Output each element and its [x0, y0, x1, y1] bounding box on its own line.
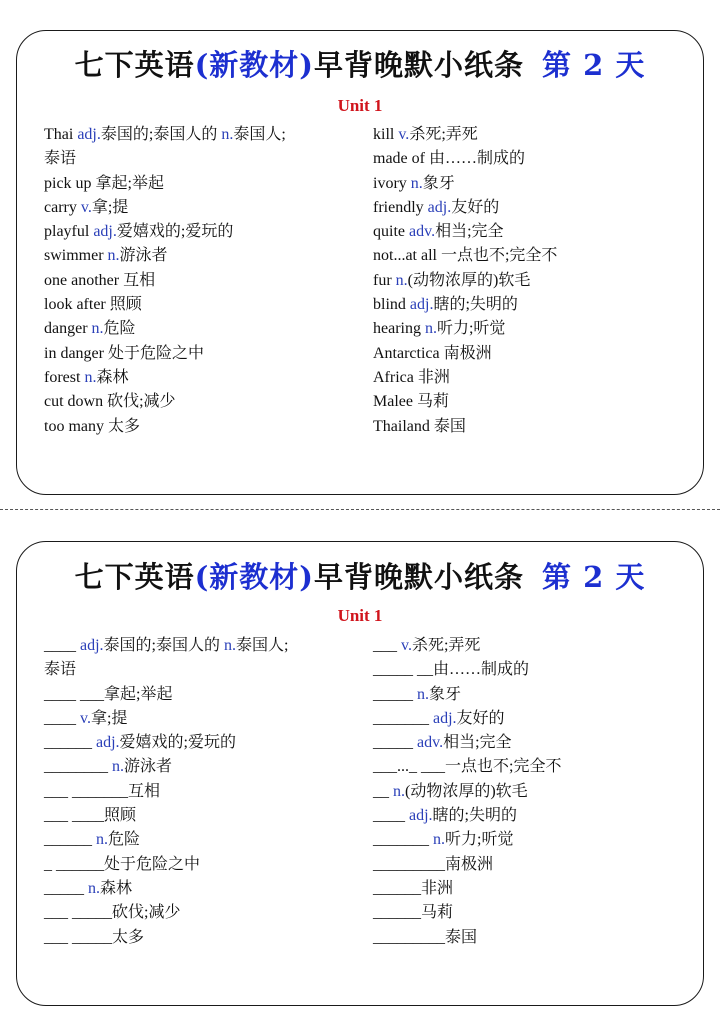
part-of-speech: adv.	[417, 734, 444, 752]
entry-text: 相当;完全	[443, 734, 512, 752]
vocab-entry	[373, 317, 693, 341]
part-of-speech: n.	[107, 247, 120, 265]
vocab-entry	[373, 123, 693, 147]
part-of-speech: n.	[221, 126, 234, 143]
entry-text: 泰国人;	[236, 637, 289, 654]
vocab-entry	[44, 123, 364, 147]
entry-text: carry	[44, 198, 81, 216]
entry-text: cut down 砍伐;减少	[44, 393, 176, 411]
entry-text: 泰语	[44, 661, 77, 679]
part-of-speech: n.	[224, 637, 236, 654]
entry-text: 泰国的;泰国人的	[103, 637, 224, 654]
entry-text: ____ ___拿起;举起	[44, 685, 173, 703]
entry-text: (动物浓厚的)软毛	[405, 782, 528, 800]
entry-text: hearing	[373, 320, 425, 338]
vocab-entry	[373, 366, 693, 390]
entry-text: 友好的	[451, 198, 500, 216]
part-of-speech: v.	[398, 126, 410, 143]
entry-text: 瞎的;失明的	[433, 296, 518, 314]
vocab-entry	[373, 196, 693, 220]
vocab-entry	[373, 658, 693, 682]
entry-text: ivory	[373, 174, 411, 192]
part-of-speech: n.	[433, 831, 445, 849]
entry-text: look after 照顾	[44, 296, 142, 314]
entry-text: pick up 拿起;举起	[44, 174, 164, 192]
title-main: 七下英语	[74, 48, 195, 82]
part-of-speech: adj.	[80, 637, 104, 654]
entry-text: _____	[373, 685, 417, 703]
entry-text: _________泰国	[373, 928, 478, 946]
title-paren: (新教材)	[194, 48, 315, 82]
entry-text: too many 太多	[44, 417, 140, 435]
entry-text: quite	[373, 223, 409, 241]
blank-column-left	[44, 634, 364, 950]
vocab-entry	[44, 293, 364, 317]
part-of-speech: adj.	[93, 223, 117, 241]
entry-text: _____	[373, 734, 417, 752]
part-of-speech: adj.	[77, 126, 101, 143]
entry-text: 象牙	[422, 174, 455, 192]
entry-text: _ ______处于危险之中	[44, 855, 201, 873]
entry-text: 拿;提	[90, 709, 128, 727]
entry-text: _______	[373, 831, 433, 849]
entry-text: ______马莉	[373, 904, 454, 922]
vocab-entry	[44, 390, 364, 414]
entry-text: 听力;听觉	[436, 320, 506, 338]
vocab-entry	[44, 780, 364, 804]
entry-text: ____	[373, 807, 409, 825]
vocab-entry	[44, 634, 364, 658]
entry-text: Thai	[44, 126, 78, 143]
entry-text: Antarctica 南极洲	[373, 344, 492, 362]
entry-text: playful	[44, 223, 94, 241]
entry-text: friendly	[373, 198, 428, 216]
entry-text: ___..._ ___一点也不;完全不	[373, 758, 562, 776]
title-paren: (新教材)	[194, 560, 315, 594]
part-of-speech: adj.	[96, 734, 120, 752]
entry-text: Malee 马莉	[373, 393, 449, 411]
entry-text: fur	[373, 271, 396, 289]
entry-text: 危险	[103, 320, 136, 338]
entry-text: 游泳者	[119, 247, 168, 265]
vocab-column-right	[373, 123, 693, 439]
entry-text: ______非洲	[373, 879, 454, 897]
entry-text: ___	[373, 637, 401, 654]
entry-text: ____	[44, 709, 80, 727]
entry-text: 友好的	[456, 709, 505, 727]
title-rest: 早背晚默小纸条	[314, 560, 525, 594]
card-title	[17, 555, 703, 596]
vocab-entry	[373, 804, 693, 828]
vocab-entry	[373, 731, 693, 755]
title-main: 七下英语	[74, 560, 195, 594]
entry-text: not...at all 一点也不;完全不	[373, 247, 558, 265]
vocab-entry	[44, 755, 364, 779]
vocab-entry	[373, 828, 693, 852]
vocab-entry	[373, 926, 693, 950]
vocab-entry	[44, 415, 364, 439]
unit-label: Unit 1	[337, 606, 383, 625]
entry-text: _____	[44, 879, 88, 897]
vocab-entry	[44, 244, 364, 268]
vocab-entry	[44, 172, 364, 196]
part-of-speech: v.	[80, 198, 92, 216]
title-day: 第 2 天	[542, 48, 646, 82]
entry-text: danger	[44, 320, 92, 338]
entry-text: ________	[44, 758, 112, 776]
part-of-speech: adj.	[427, 198, 452, 216]
entry-text: 森林	[96, 368, 129, 386]
vocab-entry	[44, 269, 364, 293]
entry-text: _________南极洲	[373, 855, 494, 873]
vocab-entry	[373, 269, 693, 293]
part-of-speech: n.	[91, 320, 104, 338]
entry-text: 泰国的;泰国人的	[100, 126, 222, 143]
entry-text: _____ __由……制成的	[373, 661, 530, 679]
entry-text: 危险	[108, 831, 141, 849]
vocab-entry	[44, 196, 364, 220]
entry-text: ___ _____砍伐;减少	[44, 904, 181, 922]
entry-text: 相当;完全	[435, 223, 504, 241]
vocab-column-left	[44, 123, 364, 439]
part-of-speech: adv.	[409, 223, 436, 241]
unit-label: Unit 1	[337, 96, 383, 115]
entry-text: 爱嬉戏的;爱玩的	[119, 734, 236, 752]
blank-column-right	[373, 634, 693, 950]
entry-text: 泰语	[44, 150, 77, 168]
card-title	[17, 43, 703, 84]
entry-text: __	[373, 782, 393, 800]
memo-card-2	[16, 541, 704, 1006]
vocab-entry	[373, 877, 693, 901]
entry-text: 游泳者	[124, 758, 173, 776]
vocab-entry	[44, 731, 364, 755]
entry-text: 泰国人;	[233, 126, 286, 143]
vocab-entry	[44, 901, 364, 925]
vocab-entry	[44, 877, 364, 901]
memo-card-1	[16, 30, 704, 495]
entry-text: ___ _______互相	[44, 782, 161, 800]
part-of-speech: adj.	[409, 296, 434, 314]
entry-text: ______	[44, 734, 96, 752]
vocab-entry	[373, 293, 693, 317]
entry-text: 瞎的;失明的	[432, 807, 517, 825]
entry-text: swimmer	[44, 247, 108, 265]
vocab-entry	[373, 390, 693, 414]
vocab-entry	[373, 853, 693, 877]
title-rest: 早背晚默小纸条	[314, 48, 525, 82]
part-of-speech: n.	[88, 879, 100, 897]
entry-text: (动物浓厚的)软毛	[407, 271, 531, 289]
cut-line	[0, 509, 720, 510]
part-of-speech: n.	[84, 368, 97, 386]
entry-text: 杀死;弄死	[409, 126, 478, 143]
entry-text: forest	[44, 368, 85, 386]
entry-text: 森林	[100, 879, 133, 897]
vocab-entry	[373, 634, 693, 658]
vocab-entry	[44, 683, 364, 707]
part-of-speech: n.	[424, 320, 437, 338]
vocab-entry	[44, 658, 364, 682]
vocab-entry	[373, 901, 693, 925]
entry-text: ______	[44, 831, 96, 849]
part-of-speech: n.	[96, 831, 108, 849]
part-of-speech: n.	[417, 685, 429, 703]
part-of-speech: adj.	[433, 709, 457, 727]
title-day: 第 2 天	[542, 560, 646, 594]
entry-text: Africa 非洲	[373, 368, 450, 386]
entry-text: 爱嬉戏的;爱玩的	[116, 223, 234, 241]
entry-text: blind	[373, 296, 410, 314]
vocab-entry	[373, 172, 693, 196]
entry-text: 杀死;弄死	[411, 637, 481, 654]
vocab-entry	[373, 683, 693, 707]
part-of-speech: v.	[80, 709, 91, 727]
vocab-entry	[373, 415, 693, 439]
vocab-entry	[44, 926, 364, 950]
vocab-entry	[44, 804, 364, 828]
part-of-speech: n.	[395, 271, 408, 289]
vocab-entry	[44, 220, 364, 244]
vocab-entry	[44, 707, 364, 731]
entry-text: 拿;提	[91, 198, 129, 216]
part-of-speech: n.	[393, 782, 405, 800]
entry-text: ___ _____太多	[44, 928, 145, 946]
vocab-entry	[44, 366, 364, 390]
entry-text: made of 由……制成的	[373, 150, 525, 168]
part-of-speech: n.	[410, 174, 423, 192]
part-of-speech: n.	[112, 758, 124, 776]
entry-text: Thailand 泰国	[373, 417, 466, 435]
vocab-entry	[44, 828, 364, 852]
entry-text: one another 互相	[44, 271, 156, 289]
entry-text: _______	[373, 709, 433, 727]
entry-text: in danger 处于危险之中	[44, 344, 204, 362]
vocab-entry	[44, 853, 364, 877]
part-of-speech: adj.	[409, 807, 433, 825]
vocab-entry	[373, 707, 693, 731]
vocab-entry	[373, 244, 693, 268]
vocab-entry	[44, 317, 364, 341]
entry-text: ____	[44, 637, 80, 654]
vocab-entry	[44, 342, 364, 366]
vocab-entry	[373, 342, 693, 366]
entry-text: kill	[373, 126, 399, 143]
part-of-speech: v.	[401, 637, 412, 654]
vocab-entry	[373, 220, 693, 244]
entry-text: 象牙	[429, 685, 462, 703]
vocab-entry	[373, 147, 693, 171]
vocab-entry	[373, 755, 693, 779]
vocab-entry	[373, 780, 693, 804]
entry-text: 听力;听觉	[445, 831, 514, 849]
vocab-entry	[44, 147, 364, 171]
entry-text: ___ ____照顾	[44, 807, 137, 825]
